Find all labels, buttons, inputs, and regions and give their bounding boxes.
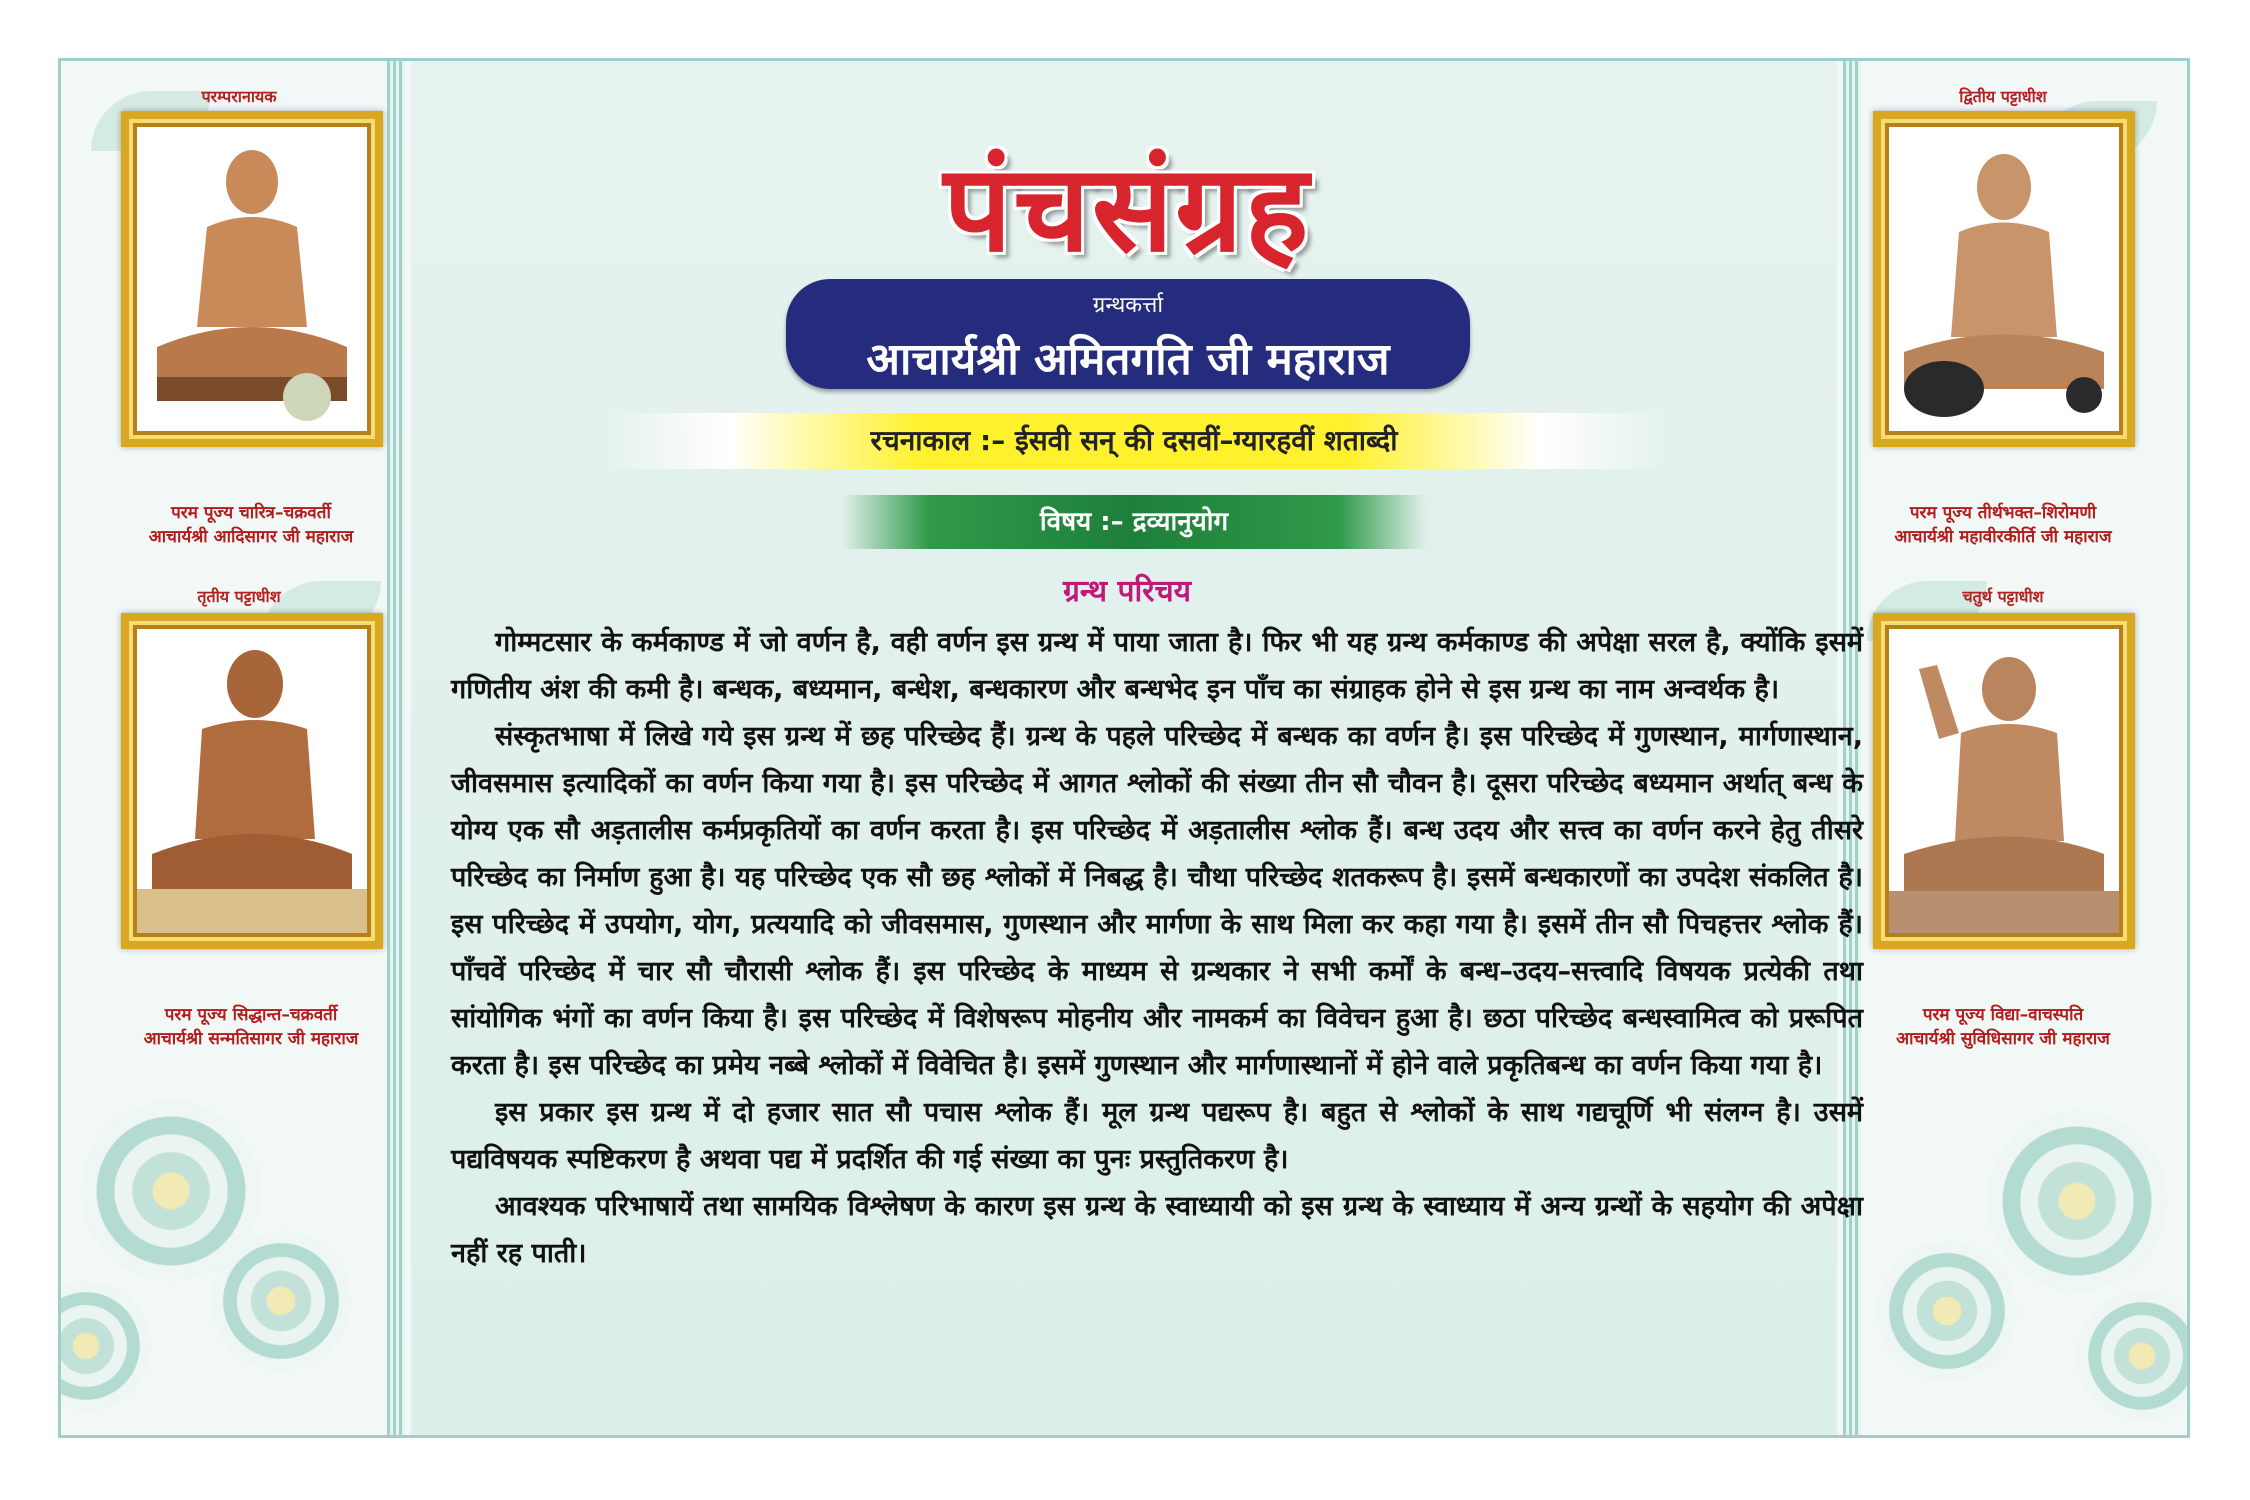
caption-name: आचार्यश्री सन्मतिसागर जी महाराज — [143, 1029, 359, 1049]
flower-ornament — [211, 1231, 351, 1371]
caption-title: परम पूज्य तीर्थभक्त–शिरोमणी — [1909, 503, 2097, 523]
monk-portrait-icon — [137, 629, 367, 933]
author-label: ग्रन्थकर्त्ता — [1092, 293, 1164, 318]
caption-title: परम पूज्य सिद्धान्त–चक्रवर्ती — [164, 1005, 338, 1025]
flower-ornament — [61, 1281, 151, 1411]
portrait-caption-bottom-left — [111, 1003, 391, 1051]
portrait-caption-top-left — [111, 501, 391, 549]
portrait-rank-bottom-left: तृतीय पट्टाधीश — [197, 587, 281, 606]
portrait-rank-bottom-right: चतुर्थ पट्टाधीश — [1962, 587, 2044, 606]
caption-name: आचार्यश्री महावीरकीर्ति जी महाराज — [1894, 527, 2112, 547]
intro-heading: ग्रन्थ परिचय — [1062, 574, 1192, 609]
intro-paragraph: आवश्यक परिभाषायें तथा सामयिक विश्लेषण के कारण इस ग्रन्थ के स्वाध्यायी को इस ग्रन्थ के स्वाध्याय में अन्य ग्रन्थों के सहयोग की अपेक्षा नहीं रह पाती। — [451, 1191, 1863, 1269]
monk-portrait-icon — [1889, 629, 2119, 933]
caption-name: आचार्यश्री आदिसागर जी महाराज — [148, 527, 354, 547]
author-name: आचार्यश्री अमितगति जी महाराज — [866, 334, 1390, 385]
poster-frame — [58, 58, 2190, 1438]
intro-paragraph: इस प्रकार इस ग्रन्थ में दो हजार सात सौ पचास श्लोक हैं। मूल ग्रन्थ पद्यरूप है। बहुत से श्लोकों के साथ गद्यचूर्णि भी संलग्न है। उसमें पद्यविषयक स्पष्टिकरण है अथवा पद्य में प्रदर्शित की गई संख्या का पुनः प्रस्तुतिकरण है। — [451, 1097, 1863, 1175]
subject-bar: विषय :– द्रव्यानुयोग — [841, 495, 1427, 549]
portrait-caption-bottom-right — [1863, 1003, 2143, 1051]
author-box — [786, 279, 1470, 389]
portrait-rank-top-left: परम्परानायक — [201, 87, 277, 106]
intro-paragraph: गोम्मटसार के कर्मकाण्ड में जो वर्णन है, वही वर्णन इस ग्रन्थ में पाया जाता है। फिर भी यह ग्रन्थ कर्मकाण्ड की अपेक्षा सरल है, क्योंकि इसमें गणितीय अंश की कमी है। बन्धक, बध्यमान, बन्धेश, बन्धकारण और बन्धभेद इन पाँच का संग्राहक होने से इस ग्रन्थ का नाम अन्वर्थक है। — [451, 627, 1863, 705]
portrait-frame-bottom-right — [1873, 613, 2135, 949]
caption-title: परम पूज्य चारित्र–चक्रवर्ती — [171, 503, 331, 523]
flower-ornament — [2077, 1291, 2187, 1421]
intro-body — [451, 619, 1863, 1277]
flower-ornament — [1877, 1241, 2017, 1381]
portrait-caption-top-right — [1863, 501, 2143, 549]
composition-period: रचनाकाल :– ईसवी सन् की दसवीं–ग्यारहवीं शताब्दी — [601, 413, 1667, 469]
portrait-frame-bottom-left — [121, 613, 383, 949]
poster-title: पंचसंग्रह — [943, 138, 1311, 279]
flower-ornament — [1987, 1111, 2167, 1291]
caption-name: आचार्यश्री सुविधिसागर जी महाराज — [1896, 1029, 2110, 1049]
caption-title: परम पूज्य विद्या–वाचस्पति — [1922, 1005, 2084, 1025]
portrait-rank-top-right: द्वितीय पट्टाधीश — [1959, 87, 2047, 106]
intro-paragraph: संस्कृतभाषा में लिखे गये इस ग्रन्थ में छह परिच्छेद हैं। ग्रन्थ के पहले परिच्छेद में बन्धक का वर्णन है। इस परिच्छेद में गुणस्थान, मार्गणास्थान, जीवसमास इत्यादिकों का वर्णन किया गया है। इस परिच्छेद में आगत श्लोकों की संख्या तीन सौ चौवन है। दूसरा परिच्छेद बध्यमान अर्थात् बन्ध के योग्य एक सौ अड़तालीस कर्मप्रकृतियों का वर्णन करता है। इस परिच्छेद में अड़तालीस श्लोक हैं। बन्ध उदय और सत्त्व का वर्णन करने हेतु तीसरे परिच्छेद का निर्माण हुआ है। यह परिच्छेद एक सौ छह श्लोकों में निबद्ध है। चौथा परिच्छेद शतकरूप है। इसमें बन्धकारणों का उपदेश संकलित है। इस परिच्छेद में उपयोग, योग, प्रत्ययादि को जीवसमास, गुणस्थान और मार्गणा के साथ मिला कर कहा गया है। इसमें तीन सौ पिचहत्तर श्लोक हैं। पाँचवें परिच्छेद में चार सौ चौरासी श्लोक हैं। इस परिच्छेद के माध्यम से ग्रन्थकार ने सभी कर्मों के बन्ध–उदय–सत्त्वादि विषयक प्रत्येकी तथा सांयोगिक भंगों का वर्णन किया है। इस परिच्छेद में विशेषरूप मोहनीय और नामकर्म का विवेचन हुआ है। छठा परिच्छेद बन्धस्वामित्व को प्ररूपित करता है। इस परिच्छेद का प्रमेय नब्बे श्लोकों में विवेचित है। इसमें गुणस्थान और मार्गणास्थानों में होने वाले प्रकृतिबन्ध का वर्णन किया गया है। — [451, 721, 1863, 1081]
